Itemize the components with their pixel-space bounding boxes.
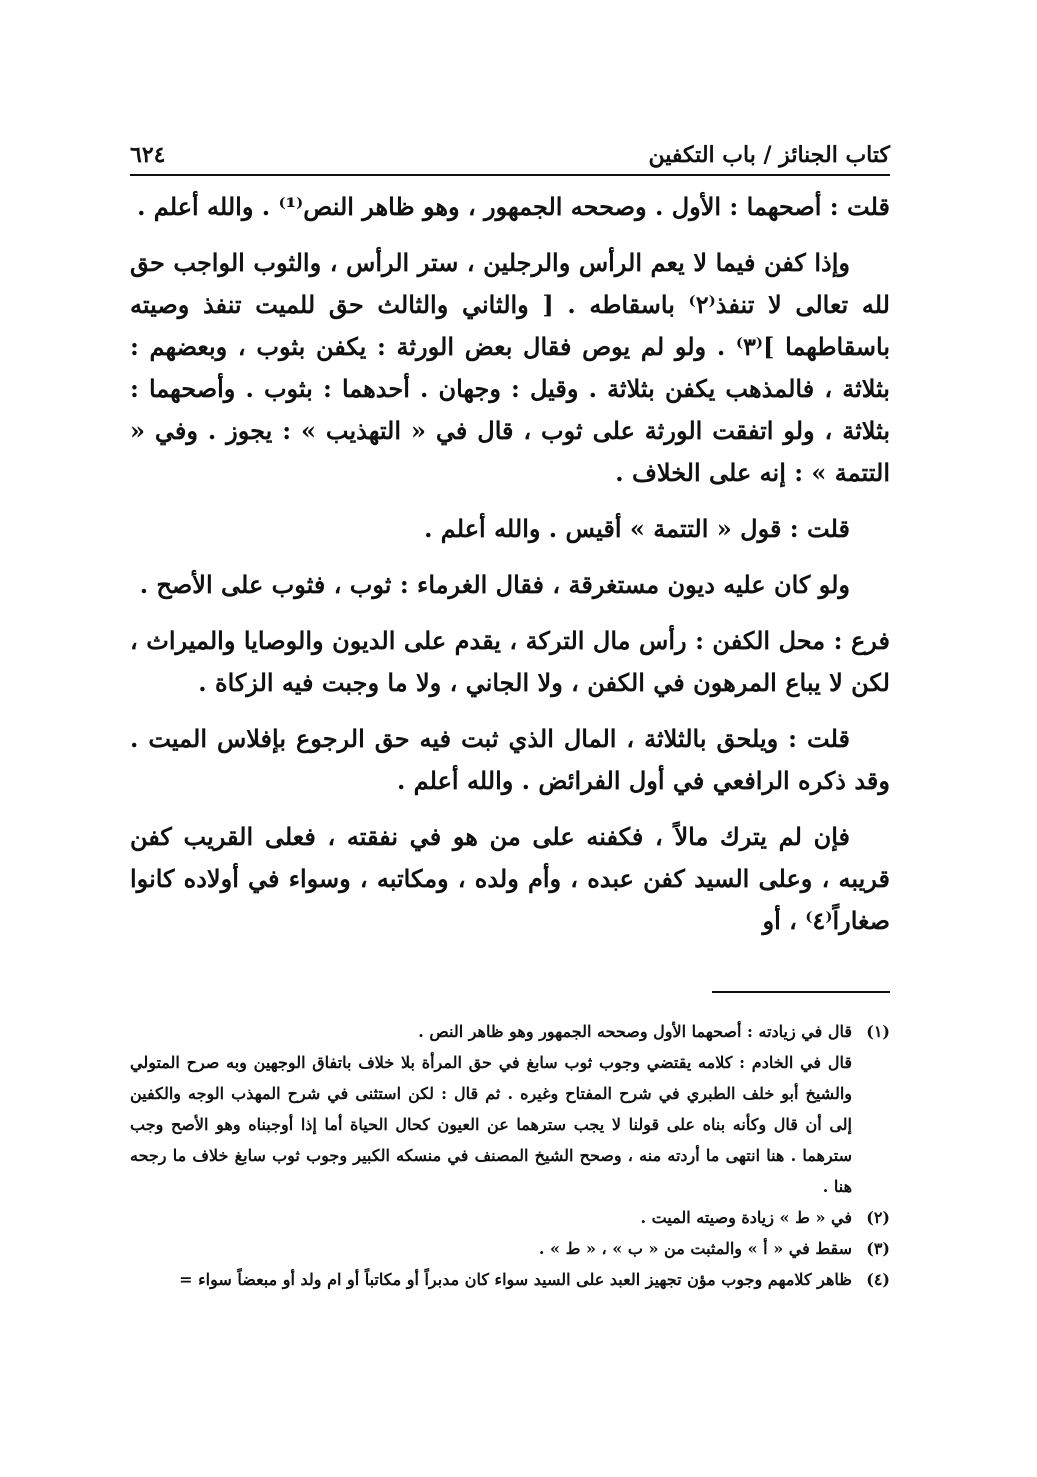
main-text [130,186,890,956]
footnote-number: (١) [866,1022,890,1041]
running-title: كتاب الجنائز / باب التكفين [648,142,890,168]
paragraph-3: قلت : قول « التتمة » أقيس . والله أعلم . [424,514,850,543]
footnotes [130,1016,890,1295]
footnote-text: قال في زيادته : أصحهما الأول وصححه الجمهور وهو ظاهر النص . [418,1022,852,1041]
footnote-1-continuation: قال في الخادم : كلامه يقتضي وجوب ثوب سابغ في حق المرأة بلا خلاف باتفاق الوجهين وبه صرح المتولي والشيخ أبو خلف الطبري في شرح المفتاح وغيره . ثم قال : لكن استثنى في شرح المهذب الوجه والكفين إلى أن قال وكأنه بناه على قولنا لا يجب سترهما عن العيون كحال الحياة أما إذا أوجبناه وهو الأصح وجب سترهما . هنا انتهى ما أردته منه ، وصحح الشيخ المصنف في منسكه الكبير وجوب ثوب سابغ خلاف ما رجحه هنا . [130,1053,853,1196]
paragraph-2: وإذا كفن فيما لا يعم الرأس والرجلين ، ستر الرأس ، والثوب الواجب حق لله تعالى لا تنفذ⁽٢⁾ باسقاطه . [ والثاني والثالث حق للميت تنفذ وصيته باسقاطهما ]⁽٣⁾ . ولو لم يوص فقال بعض الورثة : يكفن بثوب ، وبعضهم : بثلاثة ، فالمذهب يكفن بثلاثة . وقيل : وجهان . أحدهما : بثوب . وأصحهما : بثلاثة ، ولو اتفقت الورثة على ثوب ، قال في « التهذيب » : يجوز . وفي « التتمة » : إنه على الخلاف . [130,248,890,487]
footnote-text: في « ط » زيادة وصيته الميت . [640,1208,852,1227]
footnote-divider [712,991,890,993]
footnote-text: ظاهر كلامهم وجوب مؤن تجهيز العبد على السيد سواء كان مدبراً أو مكاتباً أو ام ولد أو مبعضاً سواء = [179,1270,852,1289]
footnote-3 [130,1233,890,1264]
paragraph-5: فرع : محل الكفن : رأس مال التركة ، يقدم على الديون والوصايا والميراث ، لكن لا يباع المرهون في الكفن ، ولا الجاني ، ولا ما وجبت فيه الزكاة . [130,626,890,697]
page-header [130,128,890,176]
footnote-2 [130,1202,890,1233]
paragraph-4: ولو كان عليه ديون مستغرقة ، فقال الغرماء : ثوب ، فثوب على الأصح . [139,570,850,599]
footnote-1 [130,1016,890,1047]
footnote-4 [130,1264,890,1295]
footnote-number: (٤) [866,1270,890,1289]
paragraph-7: فإن لم يترك مالاً ، فكفنه على من هو في نفقته ، فعلى القريب كفن قريبه ، وعلى السيد كفن عبده ، وأم ولده ، ومكاتبه ، وسواء في أولاده كانوا صغاراً⁽٤⁾ ، أو [130,822,890,935]
footnote-number: (٢) [866,1208,890,1227]
footnote-text: سقط في « أ » والمثبت من « ب » ، « ط » . [538,1239,852,1258]
page-number: ٦٢٤ [130,142,166,168]
footnote-number: (٣) [866,1239,890,1258]
paragraph-1: قلت : أصحهما : الأول . وصححه الجمهور ، وهو ظاهر النص⁽¹⁾ . والله أعلم . [137,192,890,221]
paragraph-6: قلت : ويلحق بالثلاثة ، المال الذي ثبت فيه حق الرجوع بإفلاس الميت . وقد ذكره الرافعي في أول الفرائض . والله أعلم . [130,724,890,795]
